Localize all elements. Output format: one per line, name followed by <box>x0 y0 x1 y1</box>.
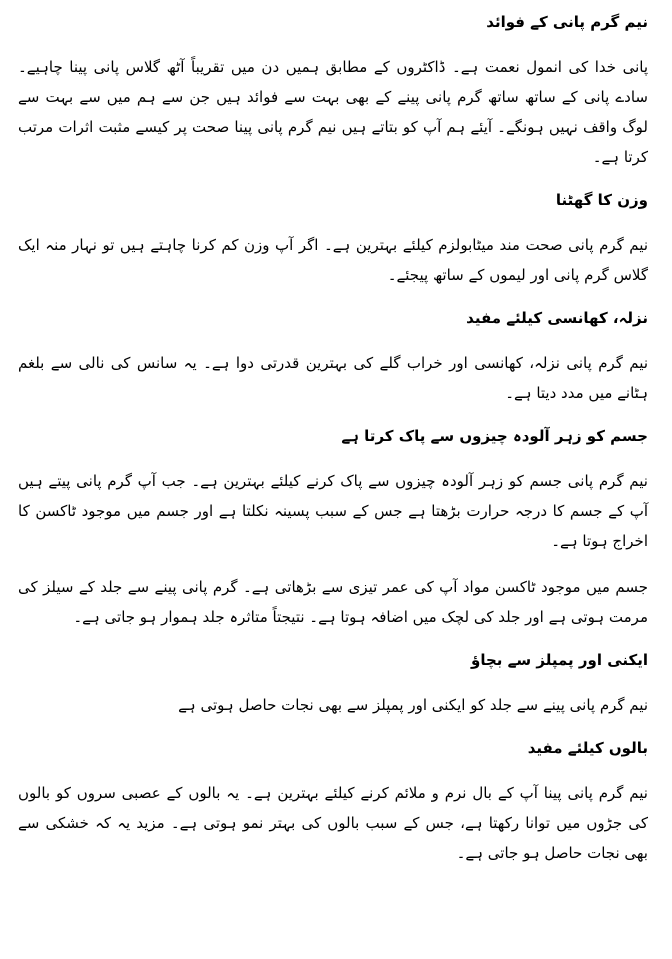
section-paragraph-cold-cough: نیم گرم پانی نزلہ، کھانسی اور خراب گلے کی بہترین قدرتی دوا ہے۔ یہ سانس کی نالی سے بلغم ہٹانے میں مدد دیتا ہے۔ <box>18 354 648 402</box>
section-heading-acne: ایکنی اور پمپلز سے بچاؤ <box>471 651 648 669</box>
article-title: نیم گرم پانی کے فوائد <box>486 13 648 31</box>
section-heading-cold-cough: نزلہ، کھانسی کیلئے مفید <box>466 309 648 327</box>
intro-paragraph: پانی خدا کی انمول نعمت ہے۔ ڈاکٹروں کے مطابق ہمیں دن میں تقریباً آٹھ گلاس پانی پینا چاہیے۔ سادے پانی کے ساتھ ساتھ گرم پانی پینے کے بھی بہت سے فوائد ہیں جن سے ہم میں سے بہت سے لوگ واقف نہیں ہونگے۔ آیئے ہم آپ کو بتاتے ہیں نیم گرم پانی پینا صحت پر کیسے مثبت اثرات مرتب کرتا ہے۔ <box>18 58 648 166</box>
section-heading-hair: بالوں کیلئے مفید <box>527 739 648 757</box>
section-paragraph-hair: نیم گرم پانی پینا آپ کے بال نرم و ملائم کرنے کیلئے بہترین ہے۔ یہ بالوں کے عصبی سروں کو بالوں کی جڑوں میں توانا رکھتا ہے، جس کے سبب بالوں کی بہتر نمو ہوتی ہے۔ مزید یہ کہ خشکی سے بھی نجات حاصل ہو جاتی ہے۔ <box>18 784 648 862</box>
section-paragraph-detox-2: جسم میں موجود ٹاکسن مواد آپ کی عمر تیزی سے بڑھاتی ہے۔ گرم پانی پینے سے جلد کے سیلز کی مرمت ہوتی ہے اور جلد کی لچک میں اضافہ ہوتا ہے۔ نتیجتاً متاثرہ جلد ہموار ہو جاتی ہے۔ <box>18 578 648 626</box>
section-heading-weight-loss: وزن کا گھٹنا <box>555 191 648 209</box>
section-heading-detox: جسم کو زہر آلودہ چیزوں سے پاک کرتا ہے <box>341 427 648 445</box>
section-paragraph-detox-1: نیم گرم پانی جسم کو زہر آلودہ چیزوں سے پاک کرنے کیلئے بہترین ہے۔ جب آپ گرم پانی پیتے ہیں آپ کے جسم کا درجہ حرارت بڑھتا ہے جس کے سبب پسینہ نکلتا ہے اور جسم میں موجود ٹاکسن کا اخراج ہوتا ہے۔ <box>18 472 648 550</box>
section-paragraph-weight-loss: نیم گرم پانی صحت مند میٹابولزم کیلئے بہترین ہے۔ اگر آپ وزن کم کرنا چاہتے ہیں تو نہار منہ ایک گلاس گرم پانی اور لیموں کے ساتھ پیجئے۔ <box>18 236 648 284</box>
section-paragraph-acne: نیم گرم پانی پینے سے جلد کو ایکنی اور پمپلز سے بھی نجات حاصل ہوتی ہے <box>178 696 648 714</box>
